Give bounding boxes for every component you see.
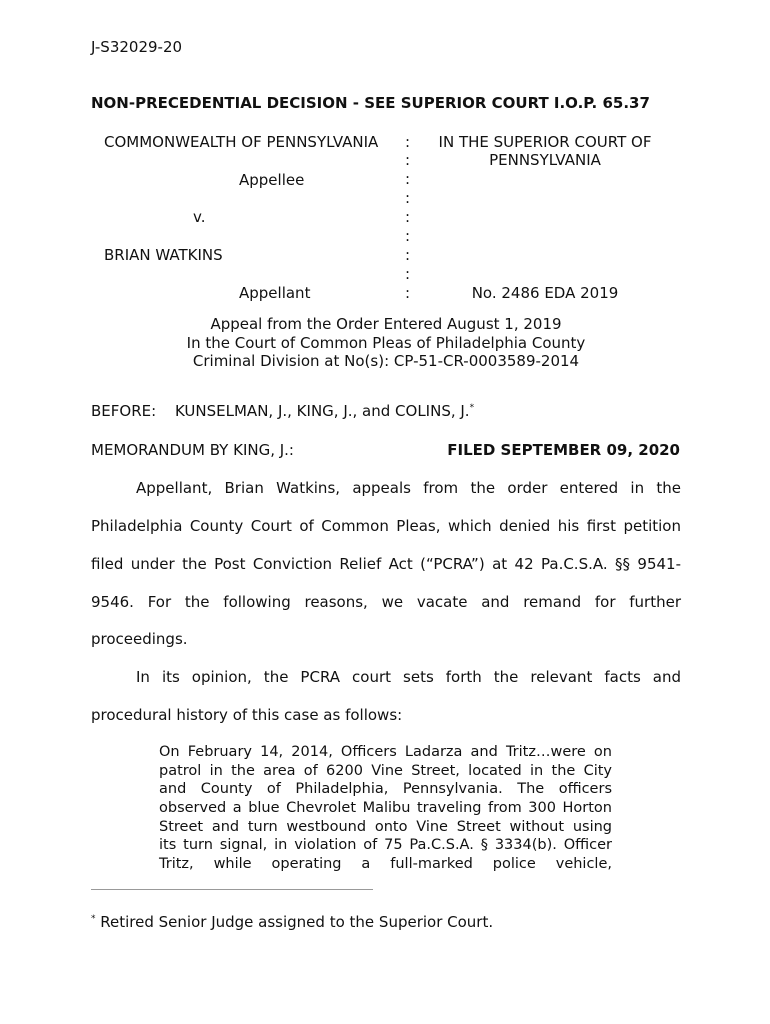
appeal-line: Criminal Division at No(s): CP-51-CR-0003589-2014 [192, 352, 580, 370]
party-appellant-role: Appellant [239, 284, 311, 302]
body-line: Appellant, Brian Watkins, appeals from the order entered in the [136, 479, 681, 497]
caption-colon: : [405, 227, 411, 245]
body-line: filed under the Post Conviction Relief Act (“PCRA”) at 42 Pa.C.S.A. §§ 9541- [91, 555, 681, 573]
quote-line: Tritz, while operating a full-marked police vehicle, [159, 856, 612, 872]
judges-text: KUNSELMAN, J., KING, J., and COLINS, J. [175, 402, 470, 420]
footnote [91, 913, 493, 931]
body-line: 9546. For the following reasons, we vacate and remand for further [91, 593, 681, 611]
caption-colon: : [405, 284, 411, 302]
body-line: proceedings. [91, 630, 188, 648]
caption-colon: : [405, 246, 411, 264]
docket-id: J-S32029-20 [91, 38, 183, 56]
caption-colon: : [405, 151, 411, 169]
footnote-marker: * [91, 914, 96, 924]
caption-colon: : [405, 133, 411, 151]
quote-line: Street and turn westbound onto Vine Street without using [159, 819, 612, 835]
court-name-line1: IN THE SUPERIOR COURT OF [438, 133, 652, 151]
memorandum-author: MEMORANDUM BY KING, J.: [91, 441, 294, 459]
footnote-marker: * [469, 403, 475, 413]
party-appellee-role: Appellee [239, 171, 305, 189]
quote-line: On February 14, 2014, Officers Ladarza and Tritz…were on [159, 744, 612, 760]
versus: v. [193, 208, 206, 226]
body-line: In its opinion, the PCRA court sets forth the relevant facts and [136, 668, 681, 686]
quote-line: observed a blue Chevrolet Malibu traveling from 300 Horton [159, 800, 612, 816]
quote-line: patrol in the area of 6200 Vine Street, located in the City [159, 763, 612, 779]
court-name-line2: PENNSYLVANIA [489, 151, 601, 169]
case-number: No. 2486 EDA 2019 [471, 284, 619, 302]
footnote-text: Retired Senior Judge assigned to the Superior Court. [100, 913, 494, 931]
caption-colon: : [405, 170, 411, 188]
appeal-line: In the Court of Common Pleas of Philadelphia County [186, 334, 586, 352]
party-commonwealth: COMMONWEALTH OF PENNSYLVANIA [104, 133, 379, 151]
quote-line: and County of Philadelphia, Pennsylvania. The officers [159, 781, 612, 797]
filed-date: FILED SEPTEMBER 09, 2020 [447, 441, 680, 459]
before-label: BEFORE: [91, 402, 157, 420]
panel-judges [175, 402, 474, 420]
decision-banner: NON-PRECEDENTIAL DECISION - SEE SUPERIOR COURT I.O.P. 65.37 [91, 94, 650, 112]
quote-line: its turn signal, in violation of 75 Pa.C.S.A. § 3334(b). Officer [159, 837, 612, 853]
body-line: Philadelphia County Court of Common Pleas, which denied his first petition [91, 517, 681, 535]
appeal-line: Appeal from the Order Entered August 1, 2019 [210, 315, 562, 333]
footnote-separator [91, 889, 373, 890]
caption-colon: : [405, 208, 411, 226]
caption-colon: : [405, 265, 411, 283]
body-line: procedural history of this case as follows: [91, 706, 403, 724]
caption-colon: : [405, 189, 411, 207]
party-defendant: BRIAN WATKINS [104, 246, 223, 264]
